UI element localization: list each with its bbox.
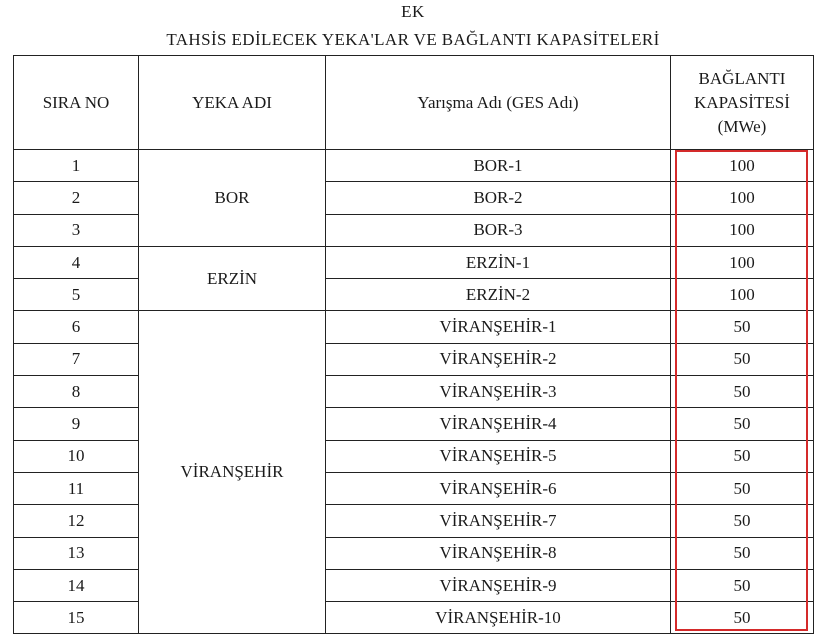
row-number: 11 (14, 472, 139, 504)
header-sira-no: SIRA NO (14, 56, 139, 150)
capacity-value: 50 (671, 440, 814, 472)
header-kapasite-line3: (MWe) (717, 116, 767, 136)
table-row (14, 505, 814, 537)
capacity-value: 50 (671, 537, 814, 569)
allocation-table (13, 55, 814, 634)
table-row (14, 279, 814, 311)
capacity-value: 50 (671, 311, 814, 343)
capacity-value: 100 (671, 279, 814, 311)
table-row (14, 343, 814, 375)
capacity-value: 100 (671, 150, 814, 182)
row-number: 15 (14, 602, 139, 634)
competition-name: VİRANŞEHİR-3 (326, 376, 671, 408)
table-row (14, 537, 814, 569)
table-header-row (14, 56, 814, 150)
competition-name: ERZİN-2 (326, 279, 671, 311)
capacity-value: 50 (671, 505, 814, 537)
table-row (14, 440, 814, 472)
capacity-value: 50 (671, 343, 814, 375)
capacity-value: 50 (671, 376, 814, 408)
row-number: 7 (14, 343, 139, 375)
competition-name: VİRANŞEHİR-7 (326, 505, 671, 537)
capacity-value: 100 (671, 182, 814, 214)
document-title: TAHSİS EDİLECEK YEKA'LAR VE BAĞLANTI KAPASİTELERİ (166, 30, 660, 49)
competition-name: VİRANŞEHİR-2 (326, 343, 671, 375)
row-number: 12 (14, 505, 139, 537)
header-baglanti-kapasitesi (671, 56, 814, 150)
competition-name: VİRANŞEHİR-5 (326, 440, 671, 472)
row-number: 3 (14, 214, 139, 246)
competition-name: VİRANŞEHİR-9 (326, 569, 671, 601)
capacity-value: 50 (671, 408, 814, 440)
table-row (14, 214, 814, 246)
header-yarisma-adi: Yarışma Adı (GES Adı) (326, 56, 671, 150)
competition-name: VİRANŞEHİR-8 (326, 537, 671, 569)
yeka-group-erzin: ERZİN (139, 246, 326, 311)
competition-name: VİRANŞEHİR-4 (326, 408, 671, 440)
row-number: 1 (14, 150, 139, 182)
capacity-value: 100 (671, 214, 814, 246)
capacity-value: 50 (671, 472, 814, 504)
row-number: 2 (14, 182, 139, 214)
table-row (14, 246, 814, 278)
capacity-value: 50 (671, 569, 814, 601)
table-row (14, 408, 814, 440)
row-number: 4 (14, 246, 139, 278)
competition-name: VİRANŞEHİR-6 (326, 472, 671, 504)
table-row (14, 311, 814, 343)
row-number: 8 (14, 376, 139, 408)
table-row (14, 602, 814, 634)
competition-name: BOR-3 (326, 214, 671, 246)
header-yeka-adi: YEKA ADI (139, 56, 326, 150)
competition-name: BOR-2 (326, 182, 671, 214)
competition-name: BOR-1 (326, 150, 671, 182)
row-number: 14 (14, 569, 139, 601)
header-kapasite-line1: BAĞLANTI (698, 68, 786, 88)
table-row (14, 472, 814, 504)
table-row (14, 376, 814, 408)
row-number: 9 (14, 408, 139, 440)
document-heading: EK (401, 2, 425, 21)
header-kapasite-line2: KAPASİTESİ (694, 92, 790, 112)
table-row (14, 182, 814, 214)
competition-name: ERZİN-1 (326, 246, 671, 278)
yeka-group-viransehir: VİRANŞEHİR (139, 311, 326, 634)
row-number: 13 (14, 537, 139, 569)
capacity-value: 50 (671, 602, 814, 634)
table-row (14, 150, 814, 182)
table-row (14, 569, 814, 601)
competition-name: VİRANŞEHİR-1 (326, 311, 671, 343)
yeka-group-bor: BOR (139, 150, 326, 247)
row-number: 5 (14, 279, 139, 311)
competition-name: VİRANŞEHİR-10 (326, 602, 671, 634)
row-number: 10 (14, 440, 139, 472)
capacity-value: 100 (671, 246, 814, 278)
row-number: 6 (14, 311, 139, 343)
